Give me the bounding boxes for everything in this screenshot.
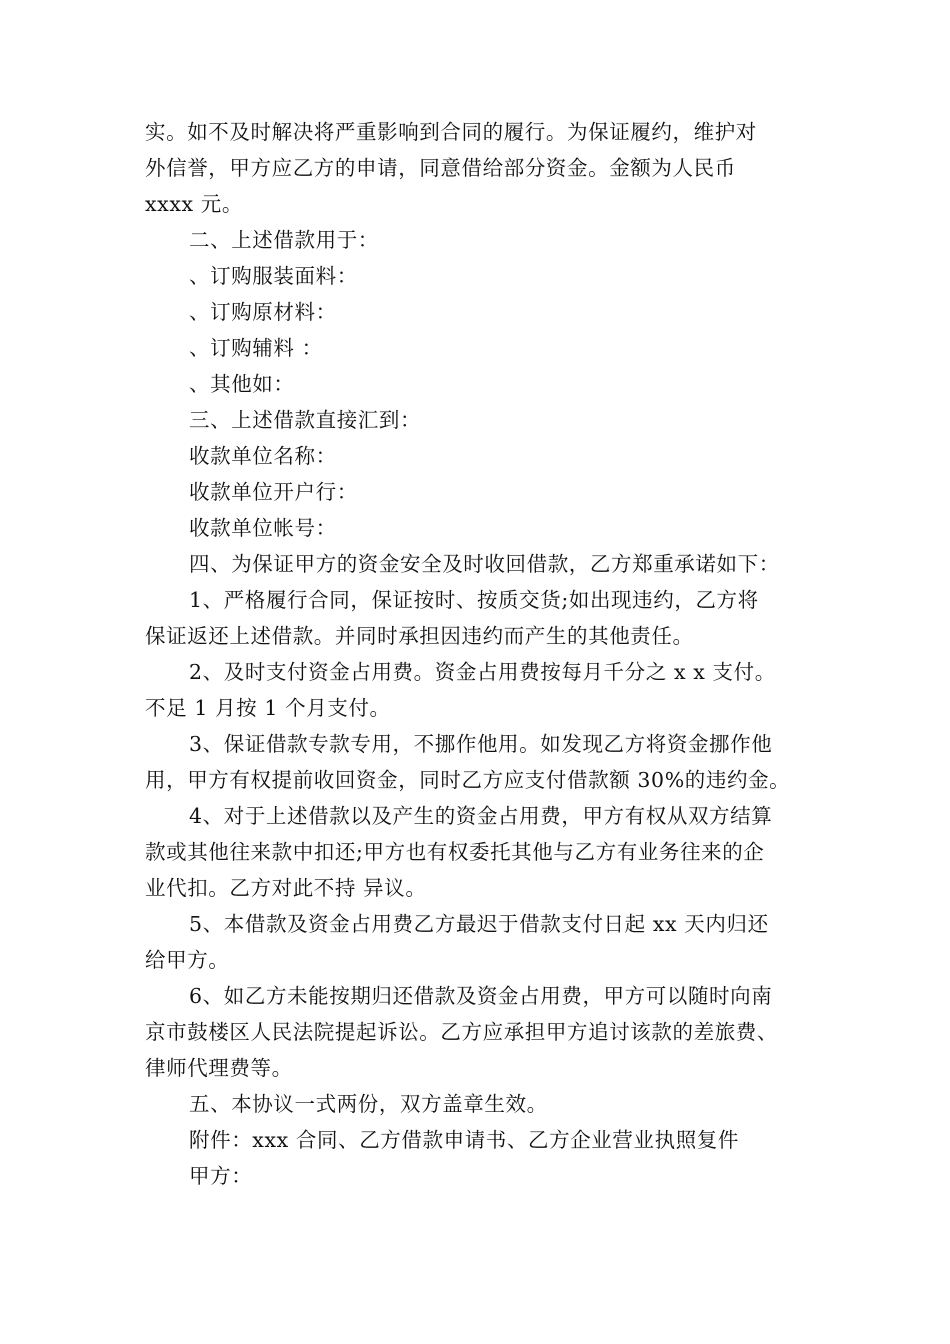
- text-line: 实。如不及时解决将严重影响到合同的履行。为保证履约，维护对: [145, 120, 757, 144]
- text-line: 附件：xxx 合同、乙方借款申请书、乙方企业营业执照复件: [189, 1128, 739, 1152]
- text-line: xxxx 元。: [145, 192, 243, 216]
- text-line: 二、上述借款用于：: [189, 228, 379, 252]
- text-line: 收款单位帐号：: [189, 516, 337, 540]
- text-line: 收款单位名称：: [189, 444, 337, 468]
- text-line: 业代扣。乙方对此不持 异议。: [145, 876, 427, 900]
- text-line: 三、上述借款直接汇到：: [189, 408, 422, 432]
- text-line: 外信誉，甲方应乙方的申请，同意借给部分资金。金额为人民币: [145, 156, 736, 180]
- text-line: 6、如乙方未能按期归还借款及资金占用费，甲方可以随时向南: [189, 984, 773, 1008]
- text-line: 甲方：: [189, 1164, 253, 1188]
- text-line: 京市鼓楼区人民法院提起诉讼。乙方应承担甲方追讨该款的差旅费、: [145, 1020, 778, 1044]
- text-line: 1、严格履行合同，保证按时、按质交货;如出现违约，乙方将: [189, 588, 759, 612]
- text-line: 五、本协议一式两份，双方盖章生效。: [189, 1092, 548, 1116]
- text-line: 、订购服装面料：: [189, 264, 358, 288]
- text-line: 4、对于上述借款以及产生的资金占用费，甲方有权从双方结算: [189, 804, 773, 828]
- text-line: 、订购原材料：: [189, 300, 337, 324]
- text-line: 、订购辅料 ：: [189, 336, 323, 360]
- text-line: 四、为保证甲方的资金安全及时收回借款，乙方郑重承诺如下：: [189, 552, 780, 576]
- text-line: 用，甲方有权提前收回资金，同时乙方应支付借款额 30%的违约金。: [145, 768, 791, 792]
- text-line: 律师代理费等。: [145, 1056, 293, 1080]
- text-line: 保证返还上述借款。并同时承担因违约而产生的其他责任。: [145, 624, 694, 648]
- text-line: 5、本借款及资金占用费乙方最迟于借款支付日起 xx 天内归还: [189, 912, 769, 936]
- text-line: 3、保证借款专款专用，不挪作他用。如发现乙方将资金挪作他: [189, 732, 773, 756]
- text-line: 给甲方。: [145, 948, 230, 972]
- text-line: 款或其他往来款中扣还;甲方也有权委托其他与乙方有业务往来的企: [145, 840, 765, 864]
- text-line: 收款单位开户行：: [189, 480, 358, 504]
- document-body: [145, 114, 810, 1194]
- text-line: 2、及时支付资金占用费。资金占用费按每月千分之 x x 支付。: [189, 660, 776, 684]
- text-line: 、其他如：: [189, 372, 295, 396]
- text-line: 不足 1 月按 1 个月支付。: [145, 696, 391, 720]
